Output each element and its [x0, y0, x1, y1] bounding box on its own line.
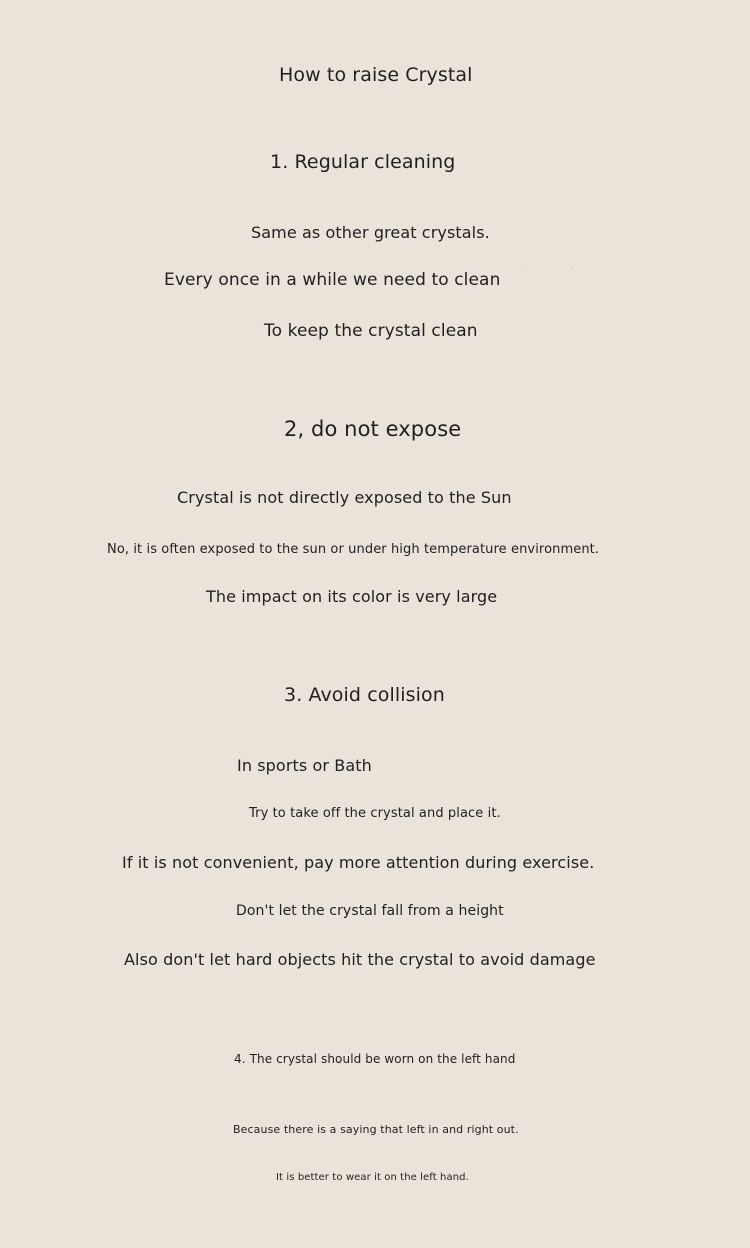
section-3-line-1: In sports or Bath	[237, 756, 372, 775]
section-2-line-3: The impact on its color is very large	[206, 587, 498, 606]
decorative-speck	[521, 269, 522, 270]
section-2-heading: 2, do not expose	[284, 417, 462, 441]
section-3-heading: 3. Avoid collision	[284, 684, 445, 706]
section-3-line-3: If it is not convenient, pay more attention during exercise.	[122, 853, 595, 872]
section-1-line-2: Every once in a while we need to clean	[164, 270, 501, 290]
section-4-line-2: It is better to wear it on the left hand.	[276, 1172, 469, 1183]
section-3-line-2: Try to take off the crystal and place it.	[249, 806, 501, 821]
section-3-line-5: Also don't let hard objects hit the crystal to avoid damage	[124, 950, 596, 969]
section-2-line-2: No, it is often exposed to the sun or under high temperature environment.	[107, 542, 600, 557]
section-1-heading: 1. Regular cleaning	[270, 151, 456, 173]
section-1-line-3: To keep the crystal clean	[264, 321, 478, 341]
section-3-line-4: Don't let the crystal fall from a height	[236, 903, 504, 919]
page-title: How to raise Crystal	[279, 64, 473, 86]
section-1-line-1: Same as other great crystals.	[251, 223, 490, 242]
decorative-speck	[572, 268, 573, 269]
section-2-line-1: Crystal is not directly exposed to the Sun	[177, 488, 512, 507]
section-4-line-1: Because there is a saying that left in and right out.	[233, 1123, 519, 1136]
section-4-heading: 4. The crystal should be worn on the left hand	[234, 1052, 516, 1066]
